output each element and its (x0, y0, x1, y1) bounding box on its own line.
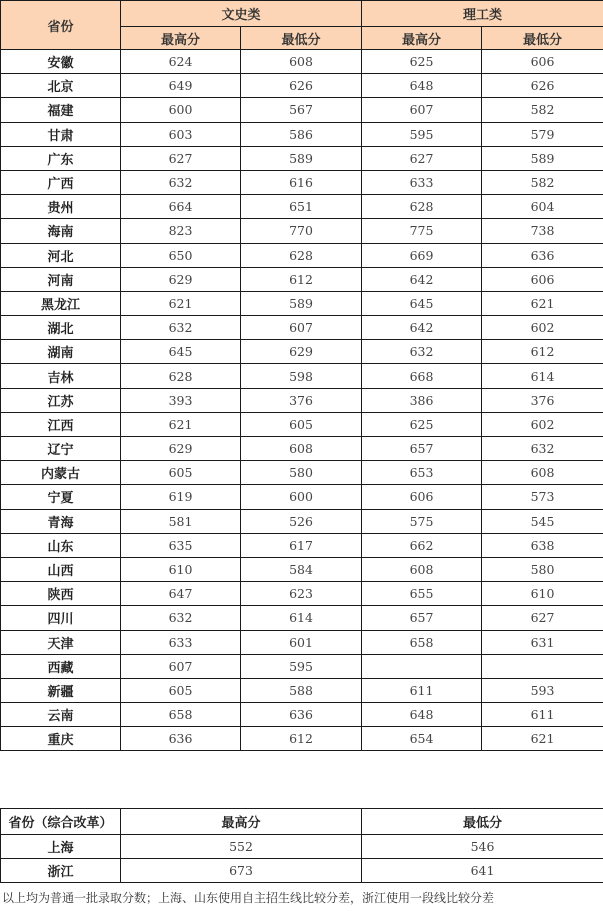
table-row (1, 412, 603, 436)
table-row (1, 485, 603, 509)
arts-min-cell: 588 (241, 678, 362, 702)
science-min-cell: 376 (482, 388, 603, 412)
science-max-cell (362, 654, 482, 678)
science-max-cell: 653 (362, 461, 482, 485)
table-row (1, 122, 603, 146)
science-max-cell: 648 (362, 74, 482, 98)
arts-min-cell: 626 (241, 74, 362, 98)
reform-max-header: 最高分 (121, 809, 362, 835)
arts-max-cell: 823 (121, 219, 241, 243)
arts-max-cell: 605 (121, 678, 241, 702)
reform-min-cell: 546 (362, 835, 603, 859)
science-max-cell: 648 (362, 703, 482, 727)
arts-max-cell: 635 (121, 533, 241, 557)
table-row (1, 340, 603, 364)
score-table-body (1, 50, 603, 751)
science-max-cell: 642 (362, 267, 482, 291)
reform-table-body (1, 835, 603, 883)
reform-table (0, 808, 603, 883)
science-max-cell: 625 (362, 50, 482, 74)
province-cell: 辽宁 (1, 437, 121, 461)
science-max-cell: 654 (362, 727, 482, 751)
province-cell: 重庆 (1, 727, 121, 751)
arts-min-cell: 617 (241, 533, 362, 557)
science-min-cell: 602 (482, 412, 603, 436)
province-cell: 河南 (1, 267, 121, 291)
province-cell: 湖南 (1, 340, 121, 364)
arts-max-cell: 645 (121, 340, 241, 364)
province-cell: 安徽 (1, 50, 121, 74)
arts-max-cell: 636 (121, 727, 241, 751)
province-cell: 陕西 (1, 582, 121, 606)
science-min-cell: 610 (482, 582, 603, 606)
science-min-cell: 631 (482, 630, 603, 654)
arts-max-cell: 607 (121, 654, 241, 678)
science-min-cell: 738 (482, 219, 603, 243)
science-min-cell: 579 (482, 122, 603, 146)
arts-min-cell: 629 (241, 340, 362, 364)
arts-min-cell: 600 (241, 485, 362, 509)
province-cell: 山东 (1, 533, 121, 557)
table-row (1, 678, 603, 702)
science-min-header: 最低分 (482, 27, 603, 50)
arts-min-cell: 595 (241, 654, 362, 678)
reform-max-cell: 673 (121, 859, 362, 883)
arts-min-cell: 580 (241, 461, 362, 485)
science-min-cell: 582 (482, 98, 603, 122)
science-min-cell: 580 (482, 557, 603, 581)
science-group-header: 理工类 (362, 1, 603, 27)
table-row (1, 533, 603, 557)
science-max-cell: 611 (362, 678, 482, 702)
arts-max-cell: 581 (121, 509, 241, 533)
table-row (1, 509, 603, 533)
arts-min-cell: 628 (241, 243, 362, 267)
science-min-cell: 621 (482, 291, 603, 315)
province-cell: 广西 (1, 170, 121, 194)
arts-min-cell: 589 (241, 291, 362, 315)
science-max-cell: 627 (362, 146, 482, 170)
province-cell: 江苏 (1, 388, 121, 412)
table-row (1, 219, 603, 243)
science-max-cell: 575 (362, 509, 482, 533)
footnote: 以上均为普通一批录取分数；上海、山东使用自主招生线比较分差，浙江使用一段线比较分差 (2, 891, 495, 905)
science-max-cell: 642 (362, 316, 482, 340)
table-row (1, 727, 603, 751)
province-cell: 湖北 (1, 316, 121, 340)
science-min-cell: 602 (482, 316, 603, 340)
science-min-cell: 582 (482, 170, 603, 194)
science-max-cell: 632 (362, 340, 482, 364)
reform-province-header: 省份（综合改革） (1, 809, 121, 835)
science-max-cell: 669 (362, 243, 482, 267)
province-cell: 天津 (1, 630, 121, 654)
arts-max-cell: 393 (121, 388, 241, 412)
science-min-cell: 636 (482, 243, 603, 267)
province-header: 省份 (1, 1, 121, 50)
science-min-cell: 614 (482, 364, 603, 388)
arts-min-cell: 567 (241, 98, 362, 122)
province-cell: 山西 (1, 557, 121, 581)
science-min-cell (482, 654, 603, 678)
arts-max-header: 最高分 (121, 27, 241, 50)
table-row (1, 557, 603, 581)
province-cell: 福建 (1, 98, 121, 122)
table-row (1, 50, 603, 74)
arts-max-cell: 658 (121, 703, 241, 727)
province-cell: 河北 (1, 243, 121, 267)
table-header-row (1, 1, 603, 27)
arts-min-cell: 598 (241, 364, 362, 388)
table-row (1, 630, 603, 654)
arts-min-cell: 607 (241, 316, 362, 340)
arts-min-cell: 612 (241, 267, 362, 291)
arts-max-cell: 647 (121, 582, 241, 606)
arts-max-cell: 632 (121, 606, 241, 630)
science-min-cell: 589 (482, 146, 603, 170)
science-max-cell: 386 (362, 388, 482, 412)
science-min-cell: 611 (482, 703, 603, 727)
science-max-cell: 658 (362, 630, 482, 654)
reform-province-cell: 上海 (1, 835, 121, 859)
arts-max-cell: 633 (121, 630, 241, 654)
province-cell: 新疆 (1, 678, 121, 702)
science-min-cell: 608 (482, 461, 603, 485)
province-cell: 广东 (1, 146, 121, 170)
science-min-cell: 621 (482, 727, 603, 751)
table-row (1, 316, 603, 340)
province-cell: 青海 (1, 509, 121, 533)
arts-min-cell: 608 (241, 437, 362, 461)
reform-min-header: 最低分 (362, 809, 603, 835)
table-row (1, 243, 603, 267)
arts-min-cell: 605 (241, 412, 362, 436)
arts-min-cell: 608 (241, 50, 362, 74)
province-cell: 内蒙古 (1, 461, 121, 485)
science-min-cell: 604 (482, 195, 603, 219)
science-max-cell: 775 (362, 219, 482, 243)
science-max-cell: 655 (362, 582, 482, 606)
arts-max-cell: 632 (121, 316, 241, 340)
table-row (1, 291, 603, 315)
science-max-cell: 606 (362, 485, 482, 509)
province-cell: 甘肃 (1, 122, 121, 146)
arts-max-cell: 600 (121, 98, 241, 122)
arts-min-cell: 623 (241, 582, 362, 606)
science-min-cell: 573 (482, 485, 603, 509)
science-max-cell: 657 (362, 437, 482, 461)
arts-max-cell: 603 (121, 122, 241, 146)
table-row (1, 703, 603, 727)
arts-max-cell: 627 (121, 146, 241, 170)
reform-min-cell: 641 (362, 859, 603, 883)
science-max-cell: 633 (362, 170, 482, 194)
province-cell: 贵州 (1, 195, 121, 219)
science-max-cell: 645 (362, 291, 482, 315)
science-min-cell: 626 (482, 74, 603, 98)
table-row (1, 170, 603, 194)
arts-min-cell: 614 (241, 606, 362, 630)
province-cell: 四川 (1, 606, 121, 630)
table-row (1, 437, 603, 461)
reform-header-row (1, 809, 603, 835)
province-cell: 北京 (1, 74, 121, 98)
table-row (1, 195, 603, 219)
table-row (1, 388, 603, 412)
science-min-cell: 627 (482, 606, 603, 630)
table-row (1, 267, 603, 291)
arts-min-cell: 770 (241, 219, 362, 243)
arts-max-cell: 619 (121, 485, 241, 509)
arts-max-cell: 610 (121, 557, 241, 581)
arts-max-cell: 621 (121, 291, 241, 315)
science-max-cell: 625 (362, 412, 482, 436)
table-row (1, 146, 603, 170)
science-max-cell: 595 (362, 122, 482, 146)
arts-min-cell: 651 (241, 195, 362, 219)
arts-max-cell: 628 (121, 364, 241, 388)
science-min-cell: 606 (482, 267, 603, 291)
reform-province-cell: 浙江 (1, 859, 121, 883)
science-min-cell: 612 (482, 340, 603, 364)
arts-max-cell: 629 (121, 437, 241, 461)
province-cell: 西藏 (1, 654, 121, 678)
science-min-cell: 632 (482, 437, 603, 461)
science-min-cell: 593 (482, 678, 603, 702)
table-row (1, 461, 603, 485)
arts-max-cell: 621 (121, 412, 241, 436)
arts-min-cell: 376 (241, 388, 362, 412)
arts-max-cell: 664 (121, 195, 241, 219)
arts-max-cell: 605 (121, 461, 241, 485)
reform-row (1, 835, 603, 859)
science-max-cell: 607 (362, 98, 482, 122)
table-row (1, 364, 603, 388)
arts-max-cell: 650 (121, 243, 241, 267)
arts-max-cell: 632 (121, 170, 241, 194)
province-cell: 黑龙江 (1, 291, 121, 315)
science-max-cell: 662 (362, 533, 482, 557)
science-max-cell: 657 (362, 606, 482, 630)
arts-max-cell: 649 (121, 74, 241, 98)
science-max-cell: 628 (362, 195, 482, 219)
arts-min-cell: 616 (241, 170, 362, 194)
arts-min-cell: 612 (241, 727, 362, 751)
arts-min-cell: 526 (241, 509, 362, 533)
table-row (1, 74, 603, 98)
province-cell: 海南 (1, 219, 121, 243)
science-max-cell: 668 (362, 364, 482, 388)
province-cell: 宁夏 (1, 485, 121, 509)
table-row (1, 582, 603, 606)
science-min-cell: 638 (482, 533, 603, 557)
arts-max-cell: 624 (121, 50, 241, 74)
province-cell: 江西 (1, 412, 121, 436)
arts-min-cell: 589 (241, 146, 362, 170)
science-min-cell: 545 (482, 509, 603, 533)
arts-min-header: 最低分 (241, 27, 362, 50)
arts-min-cell: 584 (241, 557, 362, 581)
table-row (1, 654, 603, 678)
province-cell: 吉林 (1, 364, 121, 388)
arts-min-cell: 586 (241, 122, 362, 146)
science-max-header: 最高分 (362, 27, 482, 50)
science-min-cell: 606 (482, 50, 603, 74)
arts-group-header: 文史类 (121, 1, 362, 27)
reform-row (1, 859, 603, 883)
arts-max-cell: 629 (121, 267, 241, 291)
table-row (1, 98, 603, 122)
arts-min-cell: 636 (241, 703, 362, 727)
science-max-cell: 608 (362, 557, 482, 581)
arts-min-cell: 601 (241, 630, 362, 654)
province-cell: 云南 (1, 703, 121, 727)
reform-max-cell: 552 (121, 835, 362, 859)
table-row (1, 606, 603, 630)
